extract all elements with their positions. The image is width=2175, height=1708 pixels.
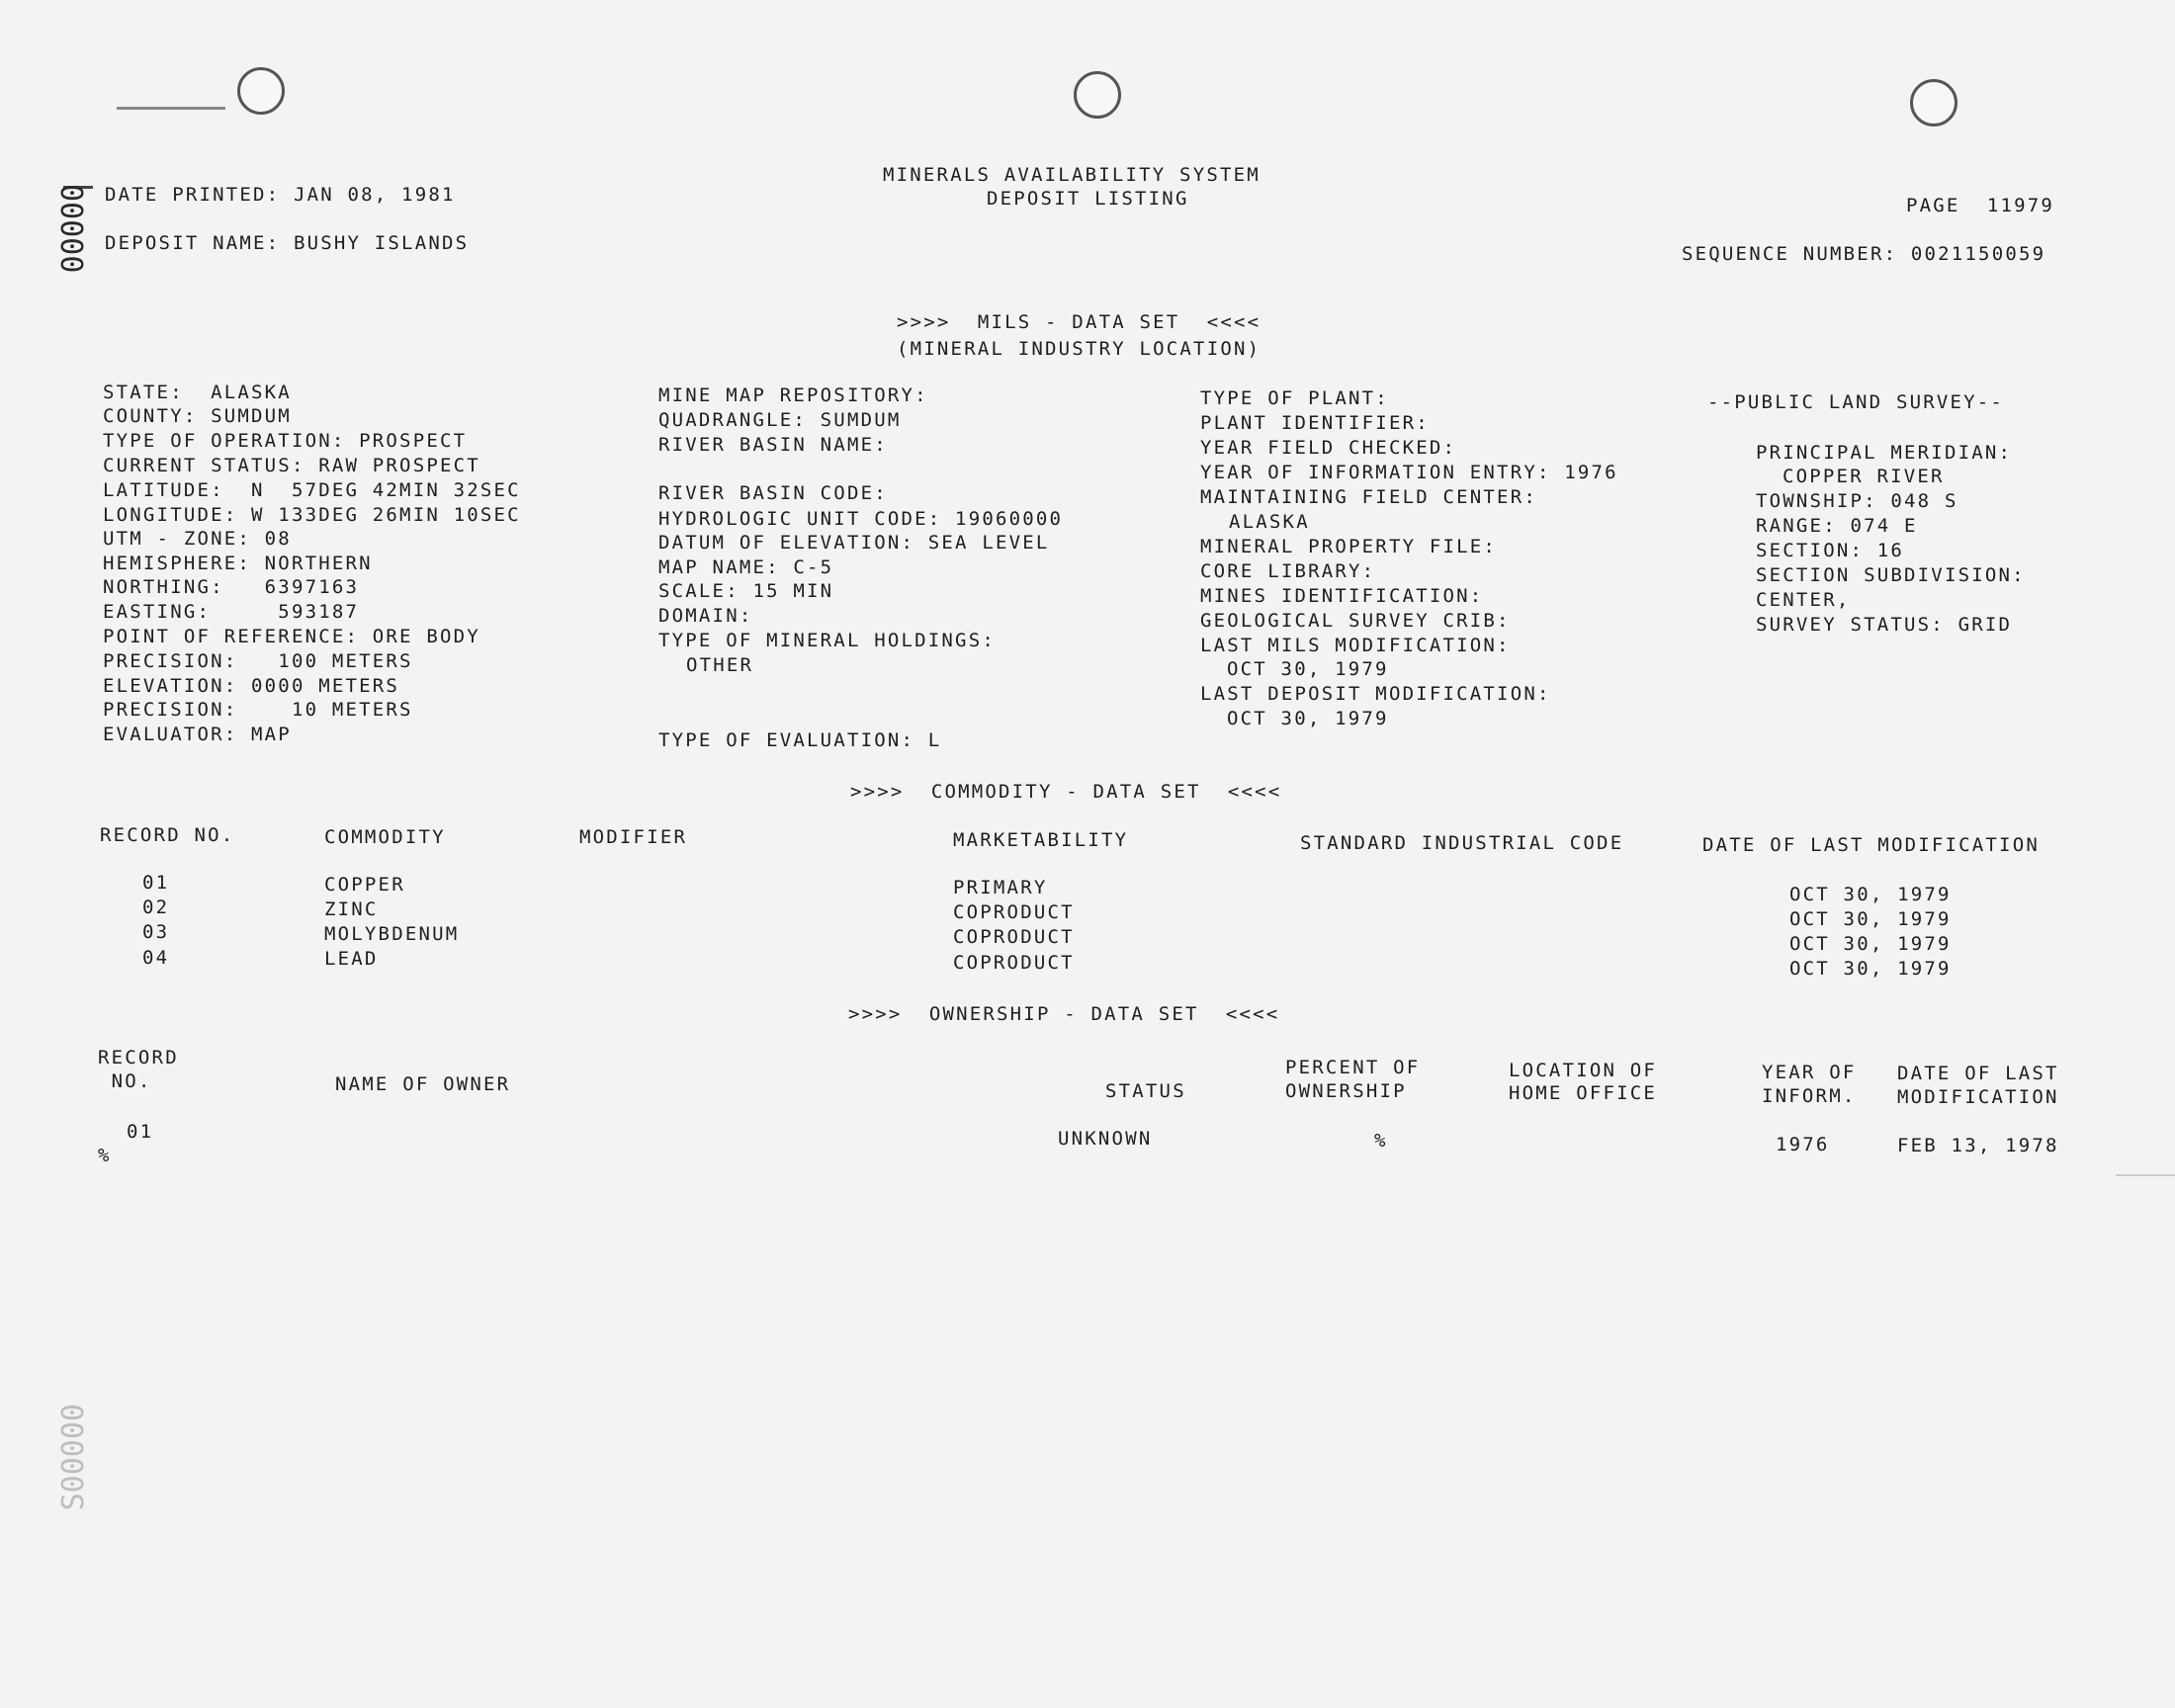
col-header-status: STATUS: [1105, 1080, 1186, 1102]
field-center-value: ALASKA: [1229, 511, 1310, 533]
scale: SCALE: 15 MIN: [658, 580, 834, 602]
cell-record: 04: [142, 947, 170, 969]
domain: DOMAIN:: [658, 605, 753, 627]
mils-field: PRECISION: 100 METERS: [103, 650, 413, 672]
section-subdivision-value: CENTER,: [1756, 589, 1851, 611]
principal-meridian-value: COPPER RIVER: [1783, 466, 1945, 487]
mineral-property-file: MINERAL PROPERTY FILE:: [1200, 536, 1498, 557]
section-subdivision: SECTION SUBDIVISION:: [1756, 564, 2026, 586]
cell-percent: %: [1374, 1130, 1388, 1152]
cell-marketability: COPRODUCT: [953, 901, 1075, 923]
col-header-record-no: NO.: [98, 1070, 152, 1092]
range: RANGE: 074 E: [1756, 515, 1918, 537]
listing-title: DEPOSIT LISTING: [987, 188, 1189, 210]
type-of-plant: TYPE OF PLANT:: [1200, 387, 1389, 409]
mils-field: POINT OF REFERENCE: ORE BODY: [103, 626, 480, 647]
binder-hole-center: [1074, 71, 1121, 119]
film-index-mark-bottom: S00000: [56, 1404, 91, 1511]
date-printed: DATE PRINTED: JAN 08, 1981: [105, 184, 456, 206]
last-deposit-modification: LAST DEPOSIT MODIFICATION:: [1200, 683, 1551, 705]
cell-commodity: ZINC: [324, 898, 379, 920]
survey-status: SURVEY STATUS: GRID: [1756, 614, 2013, 636]
cell-year: 1976: [1776, 1134, 1830, 1155]
system-title: MINERALS AVAILABILITY SYSTEM: [883, 164, 1261, 186]
col-header-location: LOCATION OF: [1509, 1060, 1658, 1081]
cell-percent-mark: %: [98, 1145, 112, 1166]
last-mils-modification: LAST MILS MODIFICATION:: [1200, 635, 1511, 656]
map-name: MAP NAME: C-5: [658, 556, 834, 578]
deposit-name: DEPOSIT NAME: BUSHY ISLANDS: [105, 232, 470, 254]
col-header-record-no: RECORD NO.: [100, 824, 235, 846]
cell-record: 01: [142, 872, 170, 894]
cell-commodity: LEAD: [324, 948, 379, 970]
scan-edge-line: [2116, 1174, 2175, 1176]
cell-marketability: PRIMARY: [953, 877, 1048, 898]
mine-map-repository: MINE MAP REPOSITORY:: [658, 384, 928, 406]
mils-field: EVALUATOR: MAP: [103, 724, 292, 745]
maintaining-field-center: MAINTAINING FIELD CENTER:: [1200, 486, 1537, 508]
cell-commodity: MOLYBDENUM: [324, 923, 460, 945]
township: TOWNSHIP: 048 S: [1756, 490, 1958, 512]
plant-identifier: PLANT IDENTIFIER:: [1200, 412, 1430, 434]
film-index-mark-top: 00000: [56, 184, 91, 274]
mils-field: LONGITUDE: W 133DEG 26MIN 10SEC: [103, 504, 521, 526]
col-header-inform: INFORM.: [1762, 1085, 1857, 1107]
cell-status: UNKNOWN: [1058, 1128, 1153, 1150]
mils-field: ELEVATION: 0000 METERS: [103, 675, 400, 697]
cell-date: OCT 30, 1979: [1789, 908, 1952, 930]
mils-field: EASTING: 593187: [103, 601, 360, 623]
binder-hole-left: [237, 67, 285, 115]
cell-date: OCT 30, 1979: [1789, 884, 1952, 905]
ownership-title: >>>> OWNERSHIP - DATA SET <<<<: [848, 1003, 1280, 1025]
col-header-ownership: OWNERSHIP: [1285, 1080, 1407, 1102]
mils-field: STATE: ALASKA: [103, 382, 292, 403]
mils-field: CURRENT STATUS: RAW PROSPECT: [103, 455, 480, 476]
col-header-date-last-mod: DATE OF LAST MODIFICATION: [1702, 834, 2040, 856]
river-basin-code: RIVER BASIN CODE:: [658, 482, 888, 504]
col-header-marketability: MARKETABILITY: [953, 829, 1129, 851]
col-header-modification: MODIFICATION: [1897, 1086, 2059, 1108]
last-mils-modification-value: OCT 30, 1979: [1227, 658, 1389, 680]
commodity-title: >>>> COMMODITY - DATA SET <<<<: [850, 781, 1282, 803]
mils-field: TYPE OF OPERATION: PROSPECT: [103, 430, 468, 452]
cell-commodity: COPPER: [324, 874, 405, 896]
col-header-year: YEAR OF: [1762, 1062, 1857, 1083]
mils-subtitle: (MINERAL INDUSTRY LOCATION): [897, 338, 1262, 360]
mils-field: PRECISION: 10 METERS: [103, 699, 413, 721]
core-library: CORE LIBRARY:: [1200, 560, 1376, 582]
mils-field: UTM - ZONE: 08: [103, 528, 292, 550]
section: SECTION: 16: [1756, 540, 1905, 561]
principal-meridian: PRINCIPAL MERIDIAN:: [1756, 442, 2013, 464]
geological-survey-crib: GEOLOGICAL SURVEY CRIB:: [1200, 610, 1511, 632]
cell-marketability: COPRODUCT: [953, 926, 1075, 948]
col-header-name-of-owner: NAME OF OWNER: [335, 1073, 511, 1095]
mils-field: LATITUDE: N 57DEG 42MIN 32SEC: [103, 479, 521, 501]
page-number: PAGE 11979: [1906, 195, 2055, 216]
cell-record: 02: [142, 897, 170, 918]
col-header-home-office: HOME OFFICE: [1509, 1082, 1658, 1104]
quadrangle: QUADRANGLE: SUMDUM: [658, 409, 902, 431]
sequence-number: SEQUENCE NUMBER: 0021150059: [1682, 243, 2046, 265]
river-basin-name: RIVER BASIN NAME:: [658, 434, 888, 456]
col-header-commodity: COMMODITY: [324, 826, 446, 848]
cell-marketability: COPRODUCT: [953, 952, 1075, 974]
type-of-evaluation: TYPE OF EVALUATION: L: [658, 729, 942, 751]
cell-date: OCT 30, 1979: [1789, 958, 1952, 980]
mils-field: COUNTY: SUMDUM: [103, 405, 292, 427]
cell-record: 01: [127, 1121, 154, 1143]
col-header-percent: PERCENT OF: [1285, 1057, 1421, 1078]
last-deposit-modification-value: OCT 30, 1979: [1227, 708, 1389, 729]
year-field-checked: YEAR FIELD CHECKED:: [1200, 437, 1457, 459]
type-of-mineral-holdings: TYPE OF MINERAL HOLDINGS:: [658, 630, 996, 651]
mils-field: NORTHING: 6397163: [103, 576, 360, 598]
hydrologic-unit-code: HYDROLOGIC UNIT CODE: 19060000: [658, 508, 1064, 530]
mineral-holdings-value: OTHER: [686, 654, 754, 676]
cell-record: 03: [142, 921, 170, 943]
col-header-modifier: MODIFIER: [579, 826, 688, 848]
cell-date: FEB 13, 1978: [1897, 1135, 2059, 1156]
datum-of-elevation: DATUM OF ELEVATION: SEA LEVEL: [658, 532, 1050, 554]
col-header-date-last: DATE OF LAST: [1897, 1063, 2059, 1084]
year-of-information-entry: YEAR OF INFORMATION ENTRY: 1976: [1200, 462, 1618, 483]
mils-field: HEMISPHERE: NORTHERN: [103, 553, 373, 574]
binder-hole-right: [1910, 79, 1958, 127]
mines-identification: MINES IDENTIFICATION:: [1200, 585, 1484, 607]
cell-date: OCT 30, 1979: [1789, 933, 1952, 955]
col-header-record: RECORD: [98, 1047, 179, 1068]
col-header-sic: STANDARD INDUSTRIAL CODE: [1300, 832, 1624, 854]
public-land-survey-title: --PUBLIC LAND SURVEY--: [1707, 391, 2005, 413]
mils-title: >>>> MILS - DATA SET <<<<: [897, 311, 1262, 333]
scan-dash-mark: [117, 107, 225, 110]
